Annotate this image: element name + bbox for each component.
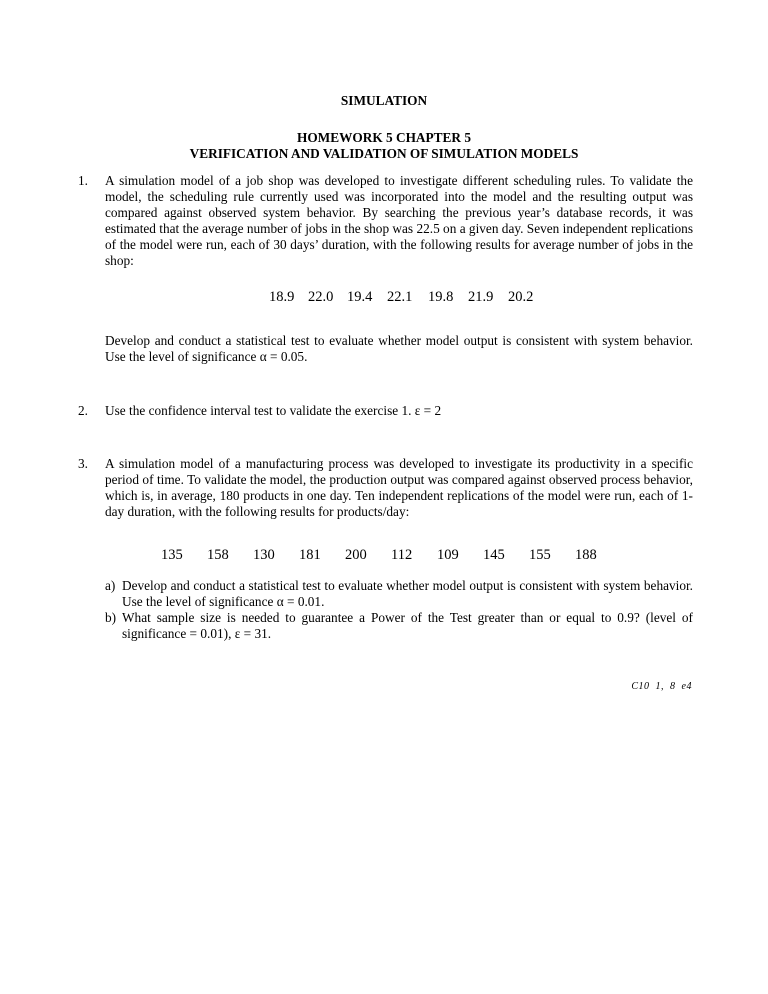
part-text: Develop and conduct a statistical test to evaluate whether model output is consistent with system behavior. Use the level of significance α = 0.01.	[122, 578, 693, 609]
question-text: A simulation model of a manufacturing process was developed to investigate its productivity in a specific period of time. To validate the model, the production output was compared against observed process behavior, which is, in average, 180 products in one day. Ten independent replications of the model were run, each of 1-day duration, with the following results for products/day:	[105, 456, 693, 519]
q1-data-row	[269, 289, 533, 305]
data-value: 109	[437, 547, 459, 563]
data-value: 200	[345, 547, 367, 563]
question-number: 1.	[78, 173, 88, 188]
data-value: 145	[483, 547, 505, 563]
document-title: SIMULATION	[340, 93, 428, 108]
data-value: 135	[161, 547, 183, 563]
data-value: 112	[391, 547, 413, 563]
chapter-heading: VERIFICATION AND VALIDATION OF SIMULATION MODELS	[189, 146, 579, 161]
q3-data-row	[161, 547, 597, 563]
data-value: 155	[529, 547, 551, 563]
data-value: 18.9	[269, 289, 295, 305]
question-1	[78, 173, 693, 269]
data-value: 20.2	[508, 289, 534, 305]
data-value: 21.9	[468, 289, 494, 305]
question-text: Use the confidence interval test to validate the exercise 1. ε = 2	[105, 403, 442, 418]
data-value: 188	[575, 547, 597, 563]
question-number: 2.	[78, 403, 88, 418]
data-value: 19.4	[347, 289, 373, 305]
task-text: Develop and conduct a statistical test to evaluate whether model output is consistent with system behavior. Use the level of significance α = 0.05.	[105, 333, 693, 364]
q3-part-b	[105, 610, 693, 642]
part-label: a)	[105, 578, 116, 593]
question-text: A simulation model of a job shop was developed to investigate different scheduling rules. To validate the model, the scheduling rule currently used was incorporated into the model and the resulting output was compared against observed system behavior. By searching the previous year’s database records, it was estimated that the average number of jobs in the shop was 22.5 on a given day. Seven independent replications of the model were run, each of 30 days’ duration, with the following results for average number of jobs in the shop:	[105, 173, 693, 268]
question-3	[78, 456, 693, 520]
part-text: What sample size is needed to guarantee a Power of the Test greater than or equal to 0.9? (level of significance = 0.01), ε = 31.	[122, 610, 693, 641]
q3-part-a	[105, 578, 693, 610]
data-value: 181	[299, 547, 321, 563]
footer-reference: C10 1, 8 e4	[631, 681, 692, 692]
data-value: 158	[207, 547, 229, 563]
homework-heading: HOMEWORK 5 CHAPTER 5	[297, 130, 471, 145]
part-label: b)	[105, 610, 117, 625]
data-value: 19.8	[428, 289, 454, 305]
data-value: 130	[253, 547, 275, 563]
q1-task	[105, 333, 693, 365]
data-value: 22.1	[387, 289, 413, 305]
question-2	[78, 403, 693, 419]
question-number: 3.	[78, 456, 88, 471]
data-value: 22.0	[308, 289, 334, 305]
